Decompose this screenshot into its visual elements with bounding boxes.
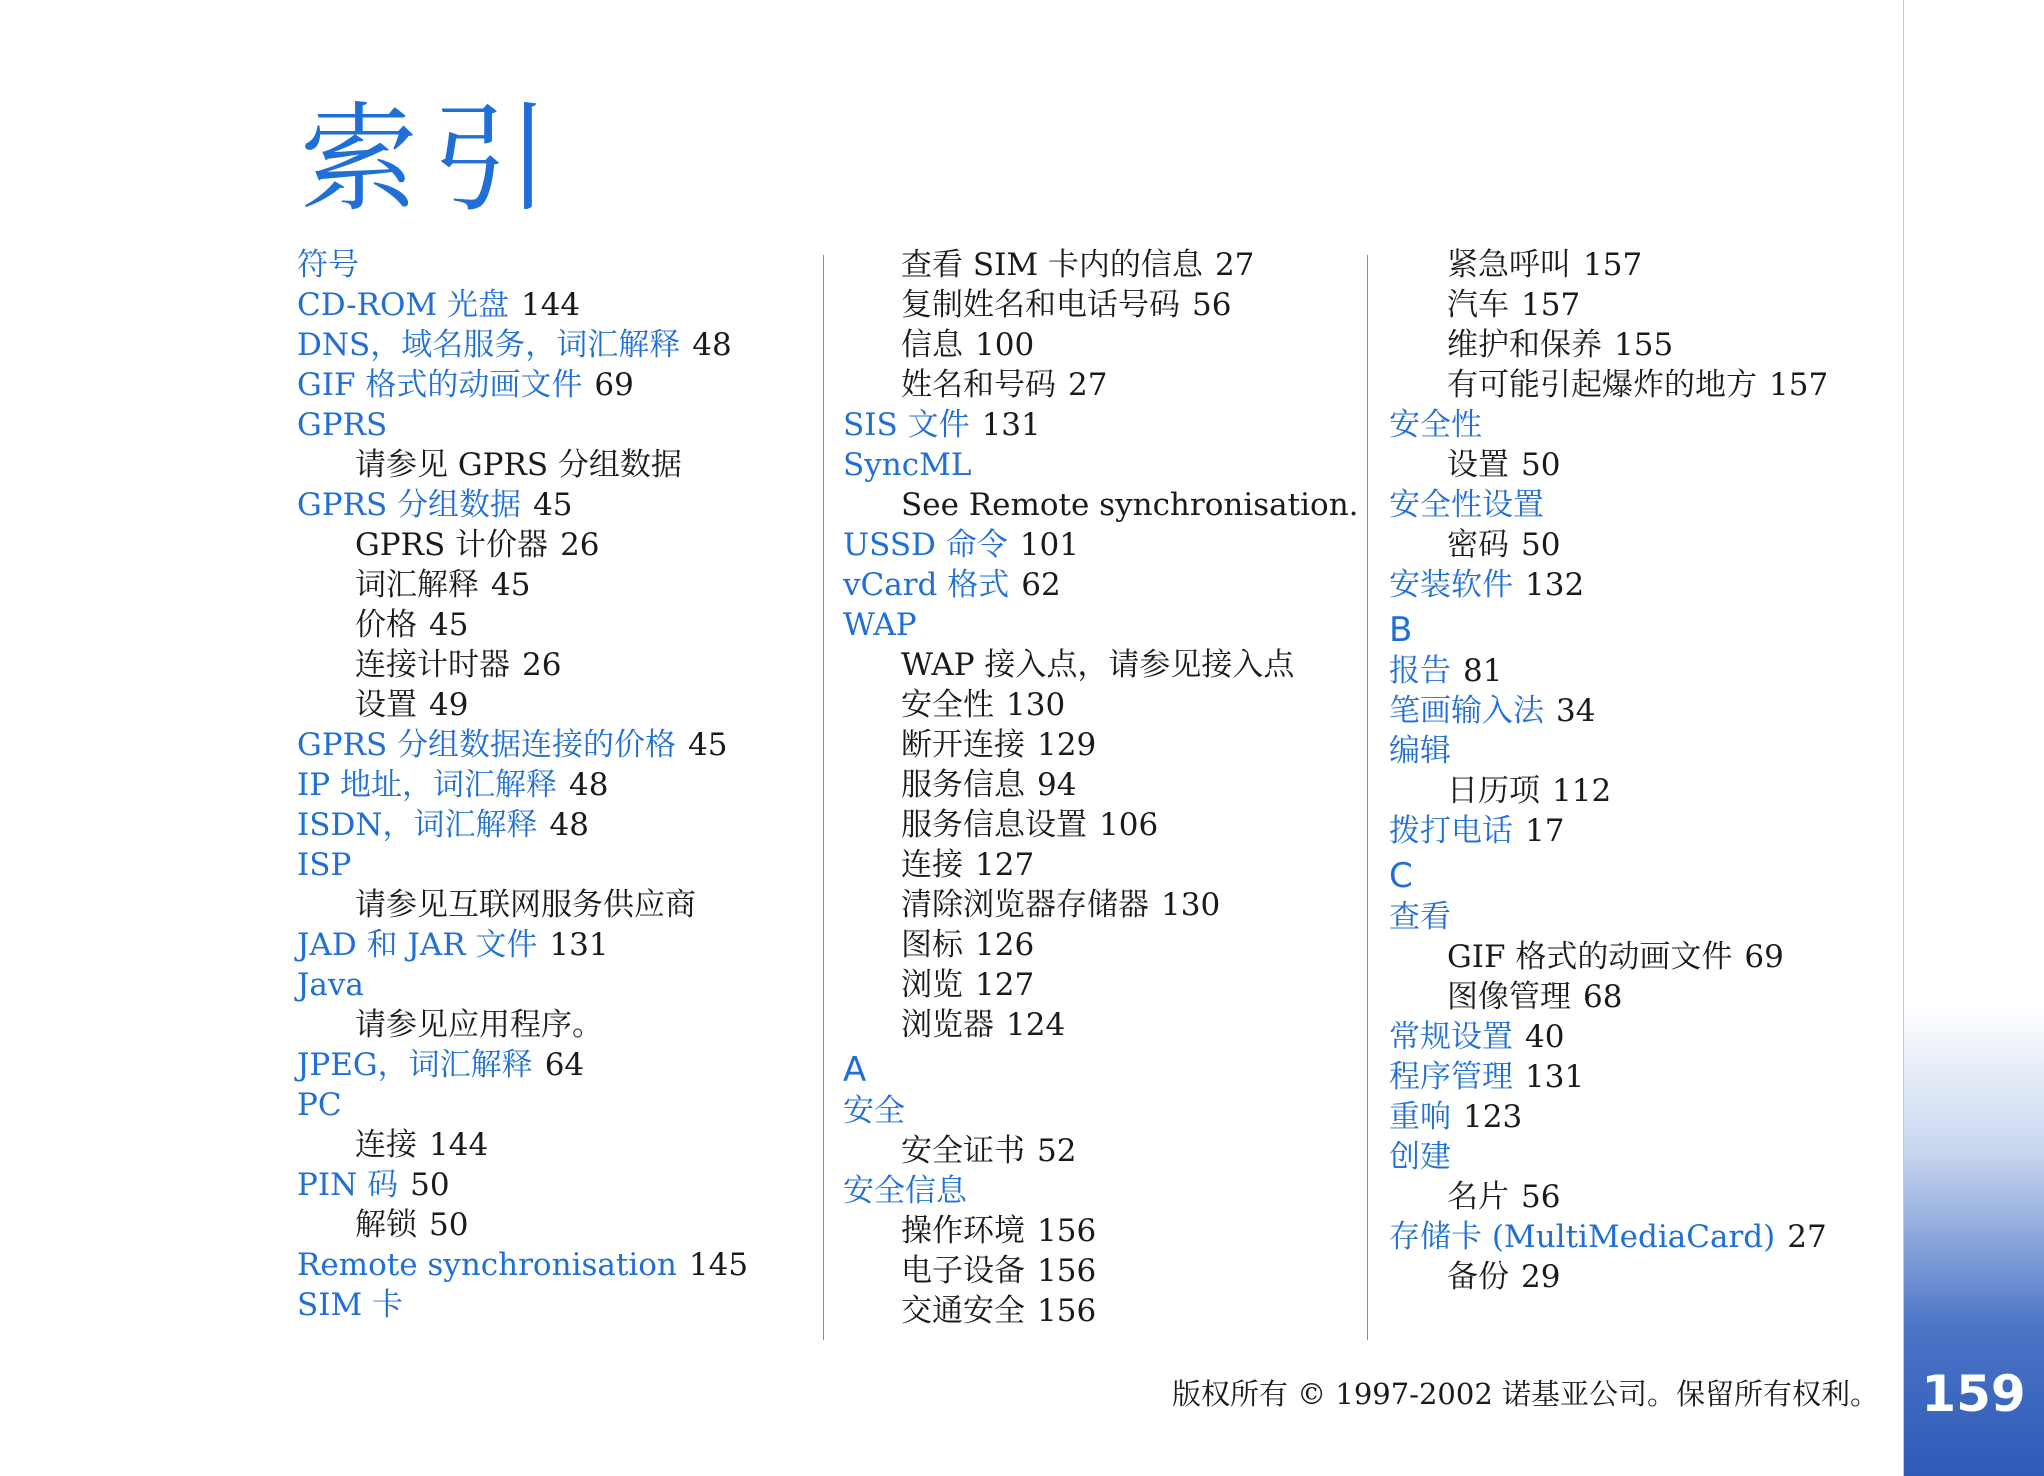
entry-page-number: 45 xyxy=(429,607,469,643)
entry-term: 断开连接 xyxy=(901,727,1025,763)
index-entry[interactable] xyxy=(1389,651,1929,691)
entry-page-number: 127 xyxy=(975,967,1035,1003)
entry-page-number: 50 xyxy=(410,1167,450,1203)
index-column-2 xyxy=(843,245,1383,1331)
index-subentry[interactable] xyxy=(297,685,837,725)
index-subentry[interactable] xyxy=(297,1005,837,1045)
index-subentry[interactable] xyxy=(1389,365,1929,405)
index-subentry[interactable] xyxy=(297,445,837,485)
entry-term: GPRS 计价器 xyxy=(355,527,549,563)
entry-page-number: 50 xyxy=(1521,447,1561,483)
entry-term: 交通安全 xyxy=(901,1293,1025,1329)
index-entry[interactable] xyxy=(297,405,837,445)
entry-term: 存储卡 (MultiMediaCard) xyxy=(1389,1219,1776,1255)
entry-page-number: 157 xyxy=(1769,367,1829,403)
entry-page-number: 131 xyxy=(981,407,1041,443)
entry-page-number: 144 xyxy=(429,1127,489,1163)
entry-page-number: 27 xyxy=(1214,247,1255,283)
entry-page-number: 48 xyxy=(568,767,609,803)
entry-term: WAP xyxy=(843,607,917,643)
index-entry[interactable] xyxy=(297,1245,837,1285)
section-letter-label: B xyxy=(1389,610,1413,650)
index-subentry[interactable] xyxy=(843,965,1383,1005)
entry-term: USSD 命令 xyxy=(843,527,1008,563)
index-subentry[interactable] xyxy=(843,925,1383,965)
index-subentry[interactable] xyxy=(843,725,1383,765)
entry-page-number: 64 xyxy=(544,1047,585,1083)
entry-term: 密码 xyxy=(1447,527,1509,563)
entry-page-number: 50 xyxy=(1521,527,1561,563)
entry-term: ISP xyxy=(297,847,352,883)
entry-term: 请参见应用程序。 xyxy=(355,1007,603,1043)
index-subentry[interactable] xyxy=(843,1291,1383,1331)
entry-page-number: 127 xyxy=(975,847,1035,883)
entry-page-number: 34 xyxy=(1556,693,1596,729)
entry-page-number: 45 xyxy=(491,567,531,603)
index-entry[interactable] xyxy=(297,285,837,325)
entry-term: IP 地址，词汇解释 xyxy=(297,767,557,803)
entry-page-number: 69 xyxy=(1744,939,1784,975)
section-letter-label: A xyxy=(843,1050,867,1090)
entry-term: 信息 xyxy=(901,327,963,363)
entry-page-number: 56 xyxy=(1521,1179,1561,1215)
index-entry[interactable] xyxy=(1389,1137,1929,1177)
entry-page-number: 26 xyxy=(522,647,562,683)
entry-page-number: 156 xyxy=(1037,1213,1097,1249)
index-entry[interactable] xyxy=(1389,1097,1929,1137)
entry-term: 设置 xyxy=(355,687,417,723)
entry-term: 请参见互联网服务供应商 xyxy=(355,887,696,923)
index-entry[interactable] xyxy=(843,405,1383,445)
entry-term: JAD 和 JAR 文件 xyxy=(297,927,538,963)
entry-term: See Remote synchronisation. xyxy=(901,487,1359,523)
index-subentry[interactable] xyxy=(297,1205,837,1245)
entry-term: 复制姓名和电话号码 xyxy=(901,287,1180,323)
entry-term: 安全 xyxy=(843,1093,905,1129)
entry-page-number: 131 xyxy=(549,927,609,963)
entry-term: 浏览 xyxy=(901,967,963,1003)
entry-term: 编辑 xyxy=(1389,733,1451,769)
index-entry[interactable] xyxy=(297,485,837,525)
index-entry[interactable] xyxy=(297,245,837,285)
entry-term: 名片 xyxy=(1447,1179,1509,1215)
entry-page-number: 40 xyxy=(1525,1019,1565,1055)
entry-term: 价格 xyxy=(355,607,417,643)
entry-page-number: 48 xyxy=(549,807,589,843)
index-subentry[interactable] xyxy=(843,1131,1383,1171)
entry-term: 拨打电话 xyxy=(1389,813,1513,849)
index-entry[interactable] xyxy=(297,805,837,845)
entry-term: 笔画输入法 xyxy=(1389,693,1544,729)
entry-term: 图标 xyxy=(901,927,963,963)
index-subentry[interactable] xyxy=(843,765,1383,805)
entry-page-number: 52 xyxy=(1037,1133,1077,1169)
entry-term: PC xyxy=(297,1087,342,1123)
entry-page-number: 112 xyxy=(1552,773,1612,809)
entry-term: 安全性 xyxy=(1389,407,1482,443)
index-subentry[interactable] xyxy=(843,645,1383,685)
index-subentry[interactable] xyxy=(1389,285,1929,325)
entry-term: 图像管理 xyxy=(1447,979,1571,1015)
page-title: 索引 xyxy=(300,90,565,228)
page-number: 159 xyxy=(1921,1365,2026,1423)
index-subentry[interactable] xyxy=(297,565,837,605)
entry-term: 连接 xyxy=(355,1127,417,1163)
entry-page-number: 48 xyxy=(692,327,732,363)
index-entry[interactable] xyxy=(297,765,837,805)
entry-term: Remote synchronisation xyxy=(297,1247,677,1283)
entry-term: GIF 格式的动画文件 xyxy=(297,367,583,403)
index-entry[interactable] xyxy=(1389,1057,1929,1097)
entry-term: 安全证书 xyxy=(901,1133,1025,1169)
index-subentry[interactable] xyxy=(1389,325,1929,365)
index-subentry[interactable] xyxy=(297,1125,837,1165)
entry-term: GPRS 分组数据 xyxy=(297,487,522,523)
index-entry[interactable] xyxy=(297,1045,837,1085)
entry-term: 清除浏览器存储器 xyxy=(901,887,1149,923)
entry-page-number: 130 xyxy=(1006,687,1066,723)
index-subentry[interactable] xyxy=(297,605,837,645)
index-subentry[interactable] xyxy=(843,1211,1383,1251)
index-entry[interactable] xyxy=(1389,897,1929,937)
entry-term: SIM 卡 xyxy=(297,1287,404,1323)
entry-page-number: 157 xyxy=(1521,287,1581,323)
index-subentry[interactable] xyxy=(1389,245,1929,285)
index-subentry[interactable] xyxy=(843,685,1383,725)
index-subentry[interactable] xyxy=(1389,937,1929,977)
index-subentry[interactable] xyxy=(1389,1257,1929,1297)
entry-page-number: 132 xyxy=(1525,567,1585,603)
entry-page-number: 156 xyxy=(1037,1253,1097,1289)
entry-page-number: 29 xyxy=(1521,1259,1561,1295)
index-subentry[interactable] xyxy=(843,1251,1383,1291)
entry-term: 查看 xyxy=(1389,899,1451,935)
section-letter xyxy=(1389,851,1929,897)
entry-term: 设置 xyxy=(1447,447,1509,483)
index-entry[interactable] xyxy=(1389,731,1929,771)
entry-page-number: 157 xyxy=(1583,247,1643,283)
entry-term: PIN 码 xyxy=(297,1167,399,1203)
column-divider xyxy=(823,255,824,1340)
index-entry[interactable] xyxy=(297,845,837,885)
entry-page-number: 144 xyxy=(520,287,581,323)
entry-term: DNS，域名服务，词汇解释 xyxy=(297,327,681,363)
entry-term: CD-ROM 光盘 xyxy=(297,287,509,323)
entry-term: vCard 格式 xyxy=(843,567,1010,603)
index-subentry[interactable] xyxy=(1389,977,1929,1017)
index-entry[interactable] xyxy=(297,965,837,1005)
index-entry[interactable] xyxy=(843,1091,1383,1131)
index-entry[interactable] xyxy=(843,605,1383,645)
entry-term: 安全性 xyxy=(901,687,994,723)
index-entry[interactable] xyxy=(1389,485,1929,525)
index-column-1 xyxy=(297,245,837,1325)
index-subentry[interactable] xyxy=(843,325,1383,365)
entry-page-number: 45 xyxy=(688,727,728,763)
entry-page-number: 56 xyxy=(1192,287,1232,323)
index-entry[interactable] xyxy=(297,1085,837,1125)
index-subentry[interactable] xyxy=(843,1005,1383,1045)
index-entry[interactable] xyxy=(1389,1217,1929,1257)
entry-term: GIF 格式的动画文件 xyxy=(1447,939,1733,975)
entry-page-number: 155 xyxy=(1614,327,1674,363)
index-entry[interactable] xyxy=(1389,565,1929,605)
column-divider xyxy=(1367,255,1368,1340)
entry-term: ISDN，词汇解释 xyxy=(297,807,538,843)
index-entry[interactable] xyxy=(843,525,1383,565)
section-letter xyxy=(1389,605,1929,651)
index-subentry[interactable] xyxy=(843,845,1383,885)
index-entry[interactable] xyxy=(297,725,837,765)
index-entry[interactable] xyxy=(297,1285,837,1325)
index-entry[interactable] xyxy=(1389,405,1929,445)
entry-page-number: 129 xyxy=(1037,727,1097,763)
entry-term: 安全信息 xyxy=(843,1173,967,1209)
index-entry[interactable] xyxy=(297,925,837,965)
entry-term: 服务信息设置 xyxy=(901,807,1087,843)
entry-page-number: 68 xyxy=(1583,979,1623,1015)
entry-page-number: 145 xyxy=(688,1247,749,1283)
entry-term: 服务信息 xyxy=(901,767,1025,803)
index-entry[interactable] xyxy=(297,1165,837,1205)
entry-term: 有可能引起爆炸的地方 xyxy=(1447,367,1757,403)
entry-term: 请参见 GPRS 分组数据 xyxy=(355,447,682,483)
entry-page-number: 130 xyxy=(1161,887,1221,923)
entry-term: 词汇解释 xyxy=(355,567,479,603)
entry-term: 常规设置 xyxy=(1389,1019,1513,1055)
index-entry[interactable] xyxy=(843,565,1383,605)
index-entry[interactable] xyxy=(843,1171,1383,1211)
index-subentry[interactable] xyxy=(297,885,837,925)
index-entry[interactable] xyxy=(843,445,1383,485)
index-entry[interactable] xyxy=(297,325,837,365)
entry-term: 程序管理 xyxy=(1389,1059,1513,1095)
entry-term: 浏览器 xyxy=(901,1007,994,1043)
index-subentry[interactable] xyxy=(1389,771,1929,811)
entry-page-number: 94 xyxy=(1037,767,1077,803)
entry-page-number: 123 xyxy=(1463,1099,1523,1135)
entry-term: 操作环境 xyxy=(901,1213,1025,1249)
entry-page-number: 27 xyxy=(1068,367,1108,403)
index-subentry[interactable] xyxy=(1389,1177,1929,1217)
section-letter xyxy=(843,1045,1383,1091)
index-subentry[interactable] xyxy=(843,285,1383,325)
index-entry[interactable] xyxy=(1389,811,1929,851)
index-subentry[interactable] xyxy=(843,485,1383,525)
entry-term: 汽车 xyxy=(1447,287,1509,323)
entry-term: WAP 接入点，请参见接入点 xyxy=(901,647,1295,683)
entry-page-number: 156 xyxy=(1037,1293,1097,1329)
entry-term: JPEG，词汇解释 xyxy=(297,1047,533,1083)
entry-page-number: 124 xyxy=(1006,1007,1066,1043)
entry-page-number: 131 xyxy=(1525,1059,1585,1095)
entry-term: 连接 xyxy=(901,847,963,883)
entry-page-number: 26 xyxy=(560,527,600,563)
entry-term: 查看 SIM 卡内的信息 xyxy=(901,247,1203,283)
index-column-3 xyxy=(1389,245,1929,1297)
entry-term: 连接计时器 xyxy=(355,647,510,683)
section-letter-label: C xyxy=(1389,856,1413,896)
entry-page-number: 69 xyxy=(594,367,634,403)
entry-page-number: 81 xyxy=(1463,653,1503,689)
index-subentry[interactable] xyxy=(297,525,837,565)
index-subentry[interactable] xyxy=(1389,445,1929,485)
entry-term: 日历项 xyxy=(1447,773,1540,809)
index-subentry[interactable] xyxy=(843,245,1383,285)
entry-page-number: 49 xyxy=(429,687,469,723)
entry-term: 符号 xyxy=(297,247,359,283)
entry-term: 重响 xyxy=(1389,1099,1451,1135)
index-subentry[interactable] xyxy=(1389,525,1929,565)
entry-term: 紧急呼叫 xyxy=(1447,247,1571,283)
index-subentry[interactable] xyxy=(297,645,837,685)
entry-page-number: 106 xyxy=(1099,807,1159,843)
entry-term: 备份 xyxy=(1447,1259,1509,1295)
copyright-footer: 版权所有 © 1997-2002 诺基亚公司。保留所有权利。 xyxy=(1171,1377,1879,1411)
entry-page-number: 27 xyxy=(1787,1219,1827,1255)
index-entry[interactable] xyxy=(1389,691,1929,731)
entry-term: 安装软件 xyxy=(1389,567,1513,603)
entry-term: SIS 文件 xyxy=(843,407,970,443)
entry-page-number: 126 xyxy=(975,927,1035,963)
index-entry[interactable] xyxy=(1389,1017,1929,1057)
entry-term: 电子设备 xyxy=(901,1253,1025,1289)
entry-page-number: 101 xyxy=(1019,527,1079,563)
entry-page-number: 62 xyxy=(1021,567,1061,603)
entry-term: GPRS xyxy=(297,407,388,443)
entry-page-number: 45 xyxy=(533,487,573,523)
index-entry[interactable] xyxy=(297,365,837,405)
entry-term: SyncML xyxy=(843,447,972,483)
entry-term: 创建 xyxy=(1389,1139,1451,1175)
entry-term: 报告 xyxy=(1389,653,1451,689)
entry-term: 姓名和号码 xyxy=(901,367,1056,403)
entry-term: 解锁 xyxy=(355,1207,417,1243)
entry-term: GPRS 分组数据连接的价格 xyxy=(297,727,677,763)
entry-term: 安全性设置 xyxy=(1389,487,1544,523)
entry-term: Java xyxy=(297,967,364,1003)
entry-page-number: 100 xyxy=(975,327,1035,363)
entry-term: 维护和保养 xyxy=(1447,327,1602,363)
entry-page-number: 50 xyxy=(429,1207,469,1243)
index-subentry[interactable] xyxy=(843,885,1383,925)
entry-page-number: 17 xyxy=(1525,813,1565,849)
index-subentry[interactable] xyxy=(843,805,1383,845)
index-subentry[interactable] xyxy=(843,365,1383,405)
